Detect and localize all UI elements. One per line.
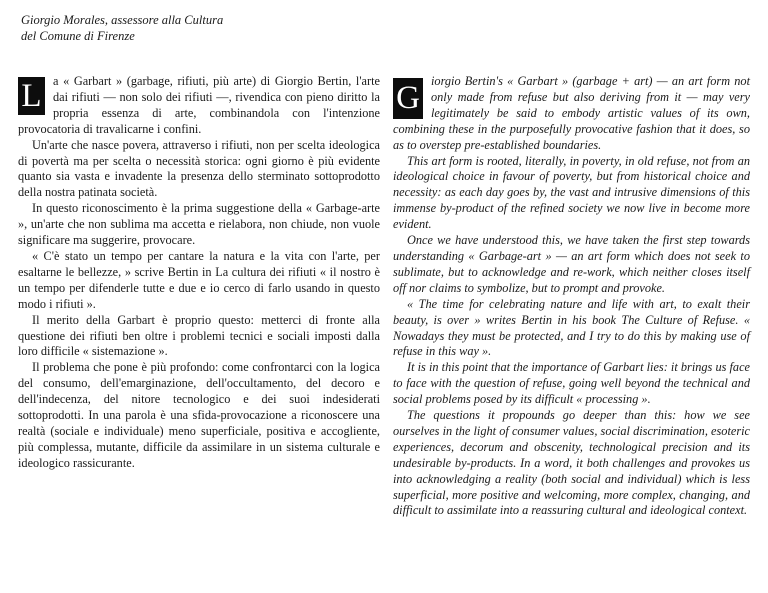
byline-affiliation: del Comune di Firenze (21, 29, 135, 43)
byline (21, 12, 223, 44)
italian-paragraph: Il merito della Garbart è proprio questo: metterci di fronte alla questione dei rifiuti ben oltre i problemi tecnici e sociali imposti dalla loro difficile « sistemazione ». (18, 312, 380, 359)
english-paragraph: It is in this point that the importance of Garbart lies: it brings us face to face with the question of refuse, going well beyond the technical and social problems posed by its difficult « processing ». (393, 360, 750, 407)
english-paragraph: « The time for celebrating nature and life with art, to exalt their beauty, is over » writes Bertin in his book The Culture of Refuse. « Nowadays they must be protected, and I try to do this by making use of refuse in this way ». (393, 296, 750, 359)
english-paragraph: The questions it propounds go deeper than this: how we see ourselves in the light of consumer values, social discrimination, esoteric experiences, decorum and obscenity, technological precision and its undesirable by-products. In a word, it both challenges and provokes us into acknowledging a reality (both social and individual) which is less superficial, more positive and welcoming, more complex, changing, and difficult to assimilate into a reassuring cultural and ideological context. (393, 408, 750, 518)
english-paragraph: G iorgio Bertin's « Garbart » (garbage + art) — an art form not only made from refuse but also deriving from it — may very legitimately be said to embody artistic values of its own, combining these in the purposefully provocative fashion that it does, so as to overstep pre-established boundaries. (393, 74, 750, 152)
italian-column (18, 74, 380, 472)
english-paragraph: Once we have understood this, we have taken the first step towards understanding « Garbage-art » — an art form which does not seek to sublimate, but to acknowledge and re-work, which neither closes itself off nor claims to symbolize, but to prompt and provoke. (393, 233, 750, 295)
italian-paragraph: Un'arte che nasce povera, attraverso i rifiuti, non per scelta ideologica di povertà ma per scelta o necessità storica: ogni giorno è più evidente quanto sia vasta e invadente la presenza dello sterminato sottoprodotto della nostra patinata società. (18, 137, 380, 200)
italian-paragraph: L a « Garbart » (garbage, rifiuti, più arte) di Giorgio Bertin, l'arte dai rifiuti — non solo dei rifiuti —, rivendica con pieno diritto la propria essenza di arte, combinandola con l'intenzione provocatoria di travalicarne i confini. (18, 74, 380, 136)
byline-author: Giorgio Morales, assessore alla Cultura (21, 13, 224, 27)
english-paragraph: This art form is rooted, literally, in poverty, in old refuse, not from an ideological choice in favour of poverty, but from historical choice and necessity: as each day goes by, the vast and intrusive dimensions of this immense by-product of the refined society we now live in become more evident. (393, 153, 750, 232)
english-dropcap: G (393, 78, 423, 119)
italian-paragraph: In questo riconoscimento è la prima suggestione della « Garbage-arte », un'arte che non sublima ma accetta e rielabora, non chiude, non vuole significare ma suggerire, provocare. (18, 201, 380, 248)
english-column (393, 74, 750, 519)
italian-dropcap: L (18, 77, 45, 115)
italian-paragraph: « C'è stato un tempo per cantare la natura e la vita con l'arte, per esaltarne le bellezze, » scrive Bertin in La cultura dei rifiuti « il nostro è un tempo per difenderle tutte e due e io cerco di farlo usando in questo modo i rifiuti ». (18, 248, 380, 311)
italian-paragraph: Il problema che pone è più profondo: come confrontarci con la logica del consumo, dell'emarginazione, dell'occultamento, del decoro e dell'indecenza, del nitore tecnologico e dei suoi indesiderati sottoprodotti. In una parola è una sfida-provocazione a riconoscere una realtà (sociale e individuale) meno superficiale, positiva e accogliente, più complessa, mutante, difficile da assimilare in un sistema culturale e ideologico rassicurante. (18, 360, 380, 470)
